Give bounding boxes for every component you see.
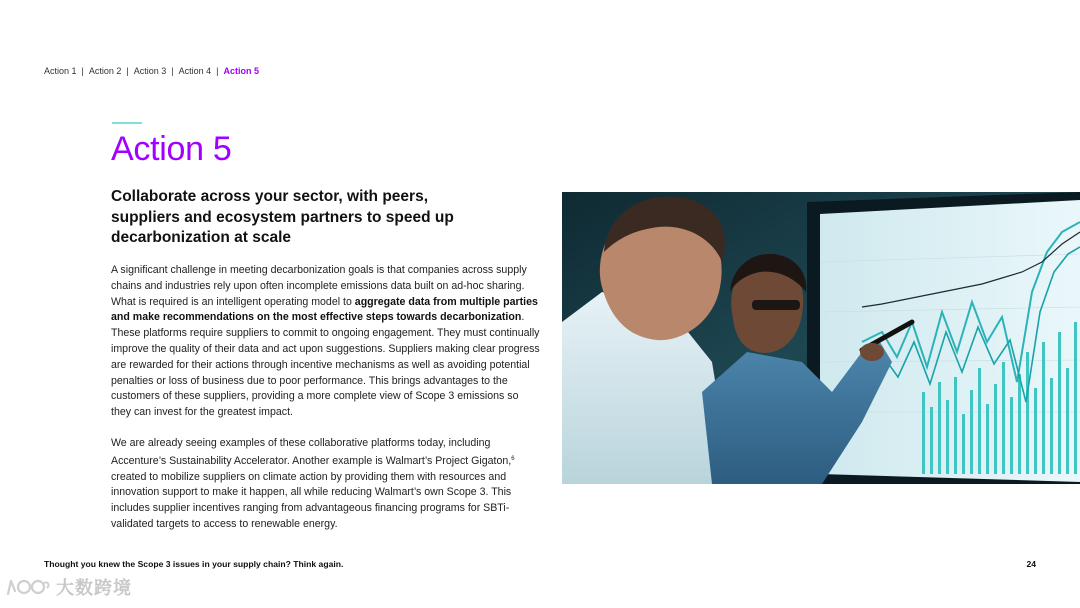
breadcrumb-item-action-2[interactable]: Action 2	[88, 66, 122, 76]
breadcrumb-item-action-5[interactable]: Action 5	[223, 66, 260, 76]
page-title: Action 5	[111, 130, 232, 168]
title-accent-line	[112, 122, 142, 124]
body-highlight: aggregate data from multiple parties and make recommendations on the most effective steps towards decarbonization	[111, 295, 538, 324]
breadcrumb-item-action-1[interactable]: Action 1	[44, 66, 77, 76]
body-paragraph-2: We are already seeing examples of these collaborative platforms today, including Accenture’s Sustainability Accelerator. Another example is Walmart’s Project Gigaton,$^6$ created to mobilize suppliers on climate action by providing them with resources and innovation support to make it happen, all while reducing Walmart’s own Scope 3. This includes supplier incentives ranging from advantageous financing programs for SBTi-validated targets to access to renewable energy.	[111, 436, 515, 530]
footnote-reference[interactable]: 6	[511, 455, 515, 462]
hero-photo	[562, 192, 1080, 484]
breadcrumb-separator: |	[216, 66, 219, 76]
breadcrumb-item-action-3[interactable]: Action 3	[133, 66, 167, 76]
breadcrumb-item-action-4[interactable]: Action 4	[178, 66, 212, 76]
body-text	[111, 263, 541, 548]
watermark	[6, 574, 132, 600]
body-paragraph-1: A significant challenge in meeting decarbonization goals is that companies across supply chains and industries rely upon often incomplete emissions data built on ad-hoc sharing. What is required is an intelligent operating model to aggregate data from multiple parties and make recommendations on the most effective steps towards decarbonization. These platforms require suppliers to commit to ongoing engagement. They must continually improve the quality of their data and act upon suggestions. Suppliers making clear progress are rewarded for their actions through incentive mechanisms as well as avoiding potential penalties or loss of business due to poor performance. This brings advantages to the customers of these suppliers, providing a more complete view of Scope 3 emissions so they can invest for the greatest impact.	[111, 264, 540, 419]
breadcrumb-separator: |	[126, 66, 129, 76]
breadcrumb-separator: |	[171, 66, 174, 76]
page-number: 24	[1026, 559, 1036, 569]
page-subtitle: Collaborate across your sector, with peers, suppliers and ecosystem partners to speed up decarbonization at scale	[111, 188, 454, 246]
watermark-text: 大数跨境	[56, 578, 132, 598]
breadcrumb	[44, 66, 259, 76]
footer-document-title: Thought you knew the Scope 3 issues in your supply chain? Think again.	[44, 559, 344, 569]
watermark-logo-icon	[6, 577, 50, 597]
breadcrumb-separator: |	[81, 66, 84, 76]
